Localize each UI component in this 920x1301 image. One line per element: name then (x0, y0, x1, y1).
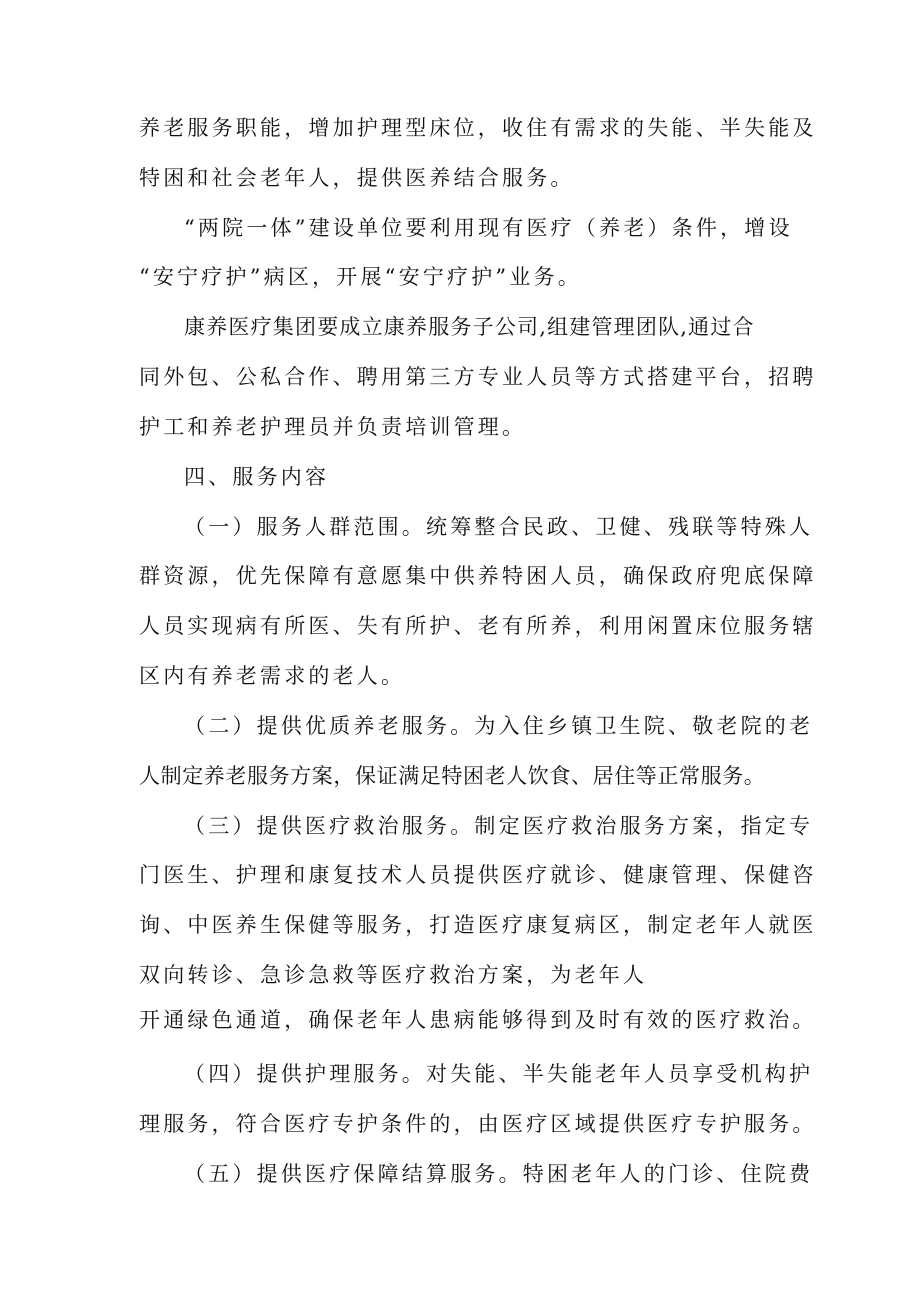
paragraph-line: （四）提供护理服务。对失能、半失能老年人员享受机构护 (184, 1062, 814, 1086)
paragraph-line: 群资源，优先保障有意愿集中供养特困人员，确保政府兜底保障 (139, 564, 817, 588)
paragraph-line: （二）提供优质养老服务。为入住乡镇卫生院、敬老院的老 (184, 714, 814, 738)
paragraph-line: 特困和社会老年人，提供医养结合服务。 (139, 166, 575, 190)
section-heading: 四、服务内容 (184, 465, 330, 489)
paragraph-line: 区内有养老需求的老人。 (139, 664, 406, 688)
paragraph-line: 护工和养老护理员并负责培训管理。 (139, 415, 527, 439)
paragraph-line: “两院一体”建设单位要利用现有医疗（养老）条件，增设 (184, 216, 793, 240)
paragraph-line: （三）提供医疗救治服务。制定医疗救治服务方案，指定专 (184, 814, 814, 838)
paragraph-line: 门医生、护理和康复技术人员提供医疗就诊、健康管理、保健咨 (139, 863, 817, 887)
paragraph-line: 开通绿色通道，确保老年人患病能够得到及时有效的医疗救治。 (139, 1008, 817, 1032)
paragraph-line: 同外包、公私合作、聘用第三方专业人员等方式搭建平台，招聘 (139, 365, 817, 389)
paragraph-line: 询、中医养生保健等服务，打造医疗康复病区，制定老年人就医 (139, 913, 817, 937)
paragraph-line: （五）提供医疗保障结算服务。特困老年人的门诊、住院费 (184, 1162, 814, 1186)
paragraph-line: 康养医疗集团要成立康养服务子公司,组建管理团队,通过合 (184, 315, 755, 339)
paragraph-line: （一）服务人群范围。统筹整合民政、卫健、残联等特殊人 (184, 515, 814, 539)
paragraph-line: 养老服务职能，增加护理型床位，收住有需求的失能、半失能及 (139, 116, 817, 140)
paragraph-line: 人制定养老服务方案，保证满足特困老人饮食、居住等正常服务。 (139, 764, 766, 788)
paragraph-line: 双向转诊、急诊急救等医疗救治方案，为老年人 (139, 963, 648, 987)
paragraph-line: 人员实现病有所医、失有所护、老有所养，利用闲置床位服务辖 (139, 614, 817, 638)
paragraph-line: “安宁疗护”病区，开展“安宁疗护”业务。 (139, 265, 582, 289)
paragraph-line: 理服务，符合医疗专护条件的，由医疗区域提供医疗专护服务。 (139, 1112, 817, 1136)
